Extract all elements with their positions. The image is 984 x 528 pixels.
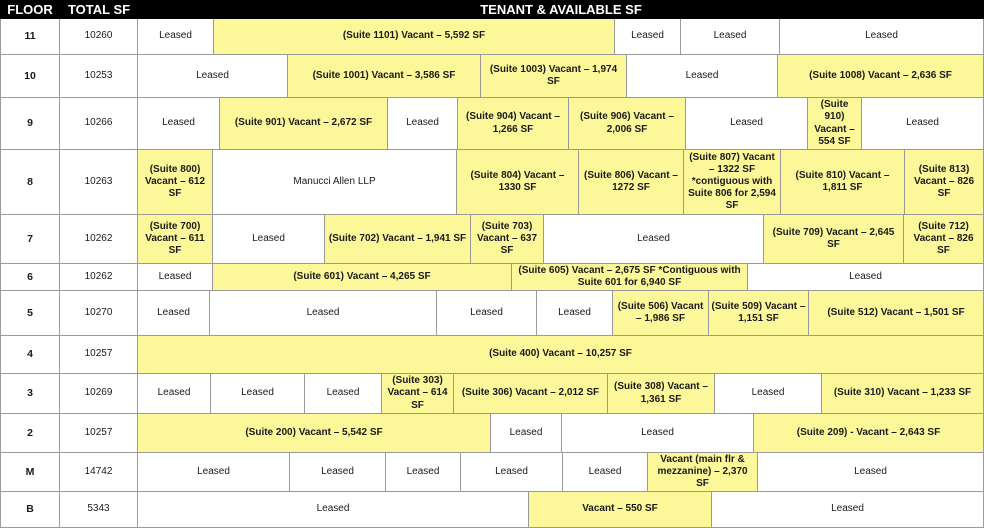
floor-row — [0, 19, 984, 55]
leased-cell: Leased — [758, 453, 984, 492]
floor-row — [0, 98, 984, 150]
vacant-suite-cell: Vacant – 550 SF — [529, 492, 712, 528]
floor-label: M — [0, 453, 60, 492]
leased-cell: Leased — [211, 374, 305, 414]
vacant-suite-cell: (Suite 703) Vacant – 637 SF — [471, 215, 544, 264]
vacant-suite-cell: (Suite 709) Vacant – 2,645 SF — [764, 215, 904, 264]
total-sf-value: 5343 — [60, 492, 138, 528]
leased-cell: Leased — [712, 492, 984, 528]
vacant-suite-cell: (Suite 509) Vacant – 1,151 SF — [709, 291, 809, 336]
floor-row — [0, 453, 984, 492]
floor-label: 5 — [0, 291, 60, 336]
leased-cell: Leased — [138, 19, 214, 55]
floor-row — [0, 414, 984, 453]
floor-label: 11 — [0, 19, 60, 55]
leased-cell: Leased — [138, 98, 220, 150]
vacant-suite-cell: (Suite 807) Vacant – 1322 SF *contiguous with Suite 806 for 2,594 SF — [684, 150, 781, 215]
vacant-suite-cell: (Suite 901) Vacant – 2,672 SF — [220, 98, 388, 150]
floor-row — [0, 336, 984, 374]
leased-cell: Leased — [491, 414, 562, 453]
leased-cell: Leased — [305, 374, 382, 414]
floor-label: 2 — [0, 414, 60, 453]
header-floor: FLOOR — [7, 2, 53, 17]
total-sf-value: 10257 — [60, 336, 138, 374]
leased-cell: Leased — [780, 19, 984, 55]
leased-cell: Leased — [386, 453, 461, 492]
floor-label: 7 — [0, 215, 60, 264]
vacant-suite-cell: (Suite 200) Vacant – 5,542 SF — [138, 414, 491, 453]
vacant-suite-cell: (Suite 601) Vacant – 4,265 SF — [213, 264, 512, 291]
vacant-suite-cell: (Suite 810) Vacant – 1,811 SF — [781, 150, 905, 215]
leased-cell: Leased — [138, 492, 529, 528]
floor-row — [0, 55, 984, 98]
leased-cell: Leased — [537, 291, 613, 336]
vacant-suite-cell: (Suite 800) Vacant – 612 SF — [138, 150, 213, 215]
leased-cell: Manucci Allen LLP — [213, 150, 457, 215]
leased-cell: Leased — [290, 453, 386, 492]
leased-cell: Leased — [715, 374, 822, 414]
vacant-suite-cell: (Suite 308) Vacant – 1,361 SF — [608, 374, 715, 414]
leased-cell: Leased — [748, 264, 984, 291]
leased-cell: Leased — [544, 215, 764, 264]
header-tenant: TENANT & AVAILABLE SF — [480, 2, 642, 17]
leased-cell: Leased — [138, 55, 288, 98]
leased-cell: Leased — [627, 55, 778, 98]
vacant-suite-cell: (Suite 306) Vacant – 2,012 SF — [454, 374, 608, 414]
vacant-suite-cell: (Suite 209) - Vacant – 2,643 SF — [754, 414, 984, 453]
total-sf-value: 14742 — [60, 453, 138, 492]
leased-cell: Leased — [210, 291, 437, 336]
floor-label: B — [0, 492, 60, 528]
vacant-suite-cell: (Suite 813) Vacant – 826 SF — [905, 150, 984, 215]
total-sf-value: 10262 — [60, 264, 138, 291]
leased-cell: Leased — [563, 453, 648, 492]
leased-cell: Leased — [138, 291, 210, 336]
vacant-suite-cell: (Suite 1008) Vacant – 2,636 SF — [778, 55, 984, 98]
vacant-suite-cell: (Suite 400) Vacant – 10,257 SF — [138, 336, 984, 374]
vacant-suite-cell: (Suite 712) Vacant – 826 SF — [904, 215, 984, 264]
leased-cell: Leased — [862, 98, 984, 150]
vacant-suite-cell: (Suite 904) Vacant – 1,266 SF — [458, 98, 569, 150]
floor-stacking-table — [0, 19, 984, 528]
vacant-suite-cell: (Suite 310) Vacant – 1,233 SF — [822, 374, 984, 414]
vacant-suite-cell: (Suite 303) Vacant – 614 SF — [382, 374, 454, 414]
total-sf-value: 10260 — [60, 19, 138, 55]
total-sf-value: 10269 — [60, 374, 138, 414]
total-sf-value: 10263 — [60, 150, 138, 215]
vacant-suite-cell: Vacant (main flr & mezzanine) – 2,370 SF — [648, 453, 758, 492]
vacant-suite-cell: (Suite 910) Vacant – 554 SF — [808, 98, 862, 150]
vacant-suite-cell: (Suite 605) Vacant – 2,675 SF *Contiguous with Suite 601 for 6,940 SF — [512, 264, 748, 291]
floor-row — [0, 291, 984, 336]
floor-label: 3 — [0, 374, 60, 414]
floor-label: 4 — [0, 336, 60, 374]
leased-cell: Leased — [138, 453, 290, 492]
leased-cell: Leased — [562, 414, 754, 453]
vacant-suite-cell: (Suite 702) Vacant – 1,941 SF — [325, 215, 471, 264]
vacant-suite-cell: (Suite 1003) Vacant – 1,974 SF — [481, 55, 627, 98]
leased-cell: Leased — [138, 374, 211, 414]
total-sf-value: 10270 — [60, 291, 138, 336]
total-sf-value: 10253 — [60, 55, 138, 98]
header-total-sf: TOTAL SF — [67, 2, 131, 17]
floor-label: 10 — [0, 55, 60, 98]
leased-cell: Leased — [213, 215, 325, 264]
leased-cell: Leased — [437, 291, 537, 336]
floor-row — [0, 374, 984, 414]
floor-row — [0, 492, 984, 528]
leased-cell: Leased — [461, 453, 563, 492]
total-sf-value: 10266 — [60, 98, 138, 150]
floor-label: 9 — [0, 98, 60, 150]
total-sf-value: 10262 — [60, 215, 138, 264]
vacant-suite-cell: (Suite 804) Vacant – 1330 SF — [457, 150, 579, 215]
vacant-suite-cell: (Suite 806) Vacant – 1272 SF — [579, 150, 684, 215]
leased-cell: Leased — [138, 264, 213, 291]
vacant-suite-cell: (Suite 506) Vacant – 1,986 SF — [613, 291, 709, 336]
vacant-suite-cell: (Suite 512) Vacant – 1,501 SF — [809, 291, 984, 336]
total-sf-value: 10257 — [60, 414, 138, 453]
table-header — [0, 0, 984, 19]
floor-label: 6 — [0, 264, 60, 291]
floor-label: 8 — [0, 150, 60, 215]
leased-cell: Leased — [615, 19, 681, 55]
floor-row — [0, 150, 984, 215]
vacant-suite-cell: (Suite 906) Vacant – 2,006 SF — [569, 98, 686, 150]
floor-row — [0, 264, 984, 291]
leased-cell: Leased — [388, 98, 458, 150]
vacant-suite-cell: (Suite 700) Vacant – 611 SF — [138, 215, 213, 264]
floor-row — [0, 215, 984, 264]
vacant-suite-cell: (Suite 1101) Vacant – 5,592 SF — [214, 19, 615, 55]
leased-cell: Leased — [686, 98, 808, 150]
leased-cell: Leased — [681, 19, 780, 55]
vacant-suite-cell: (Suite 1001) Vacant – 3,586 SF — [288, 55, 481, 98]
